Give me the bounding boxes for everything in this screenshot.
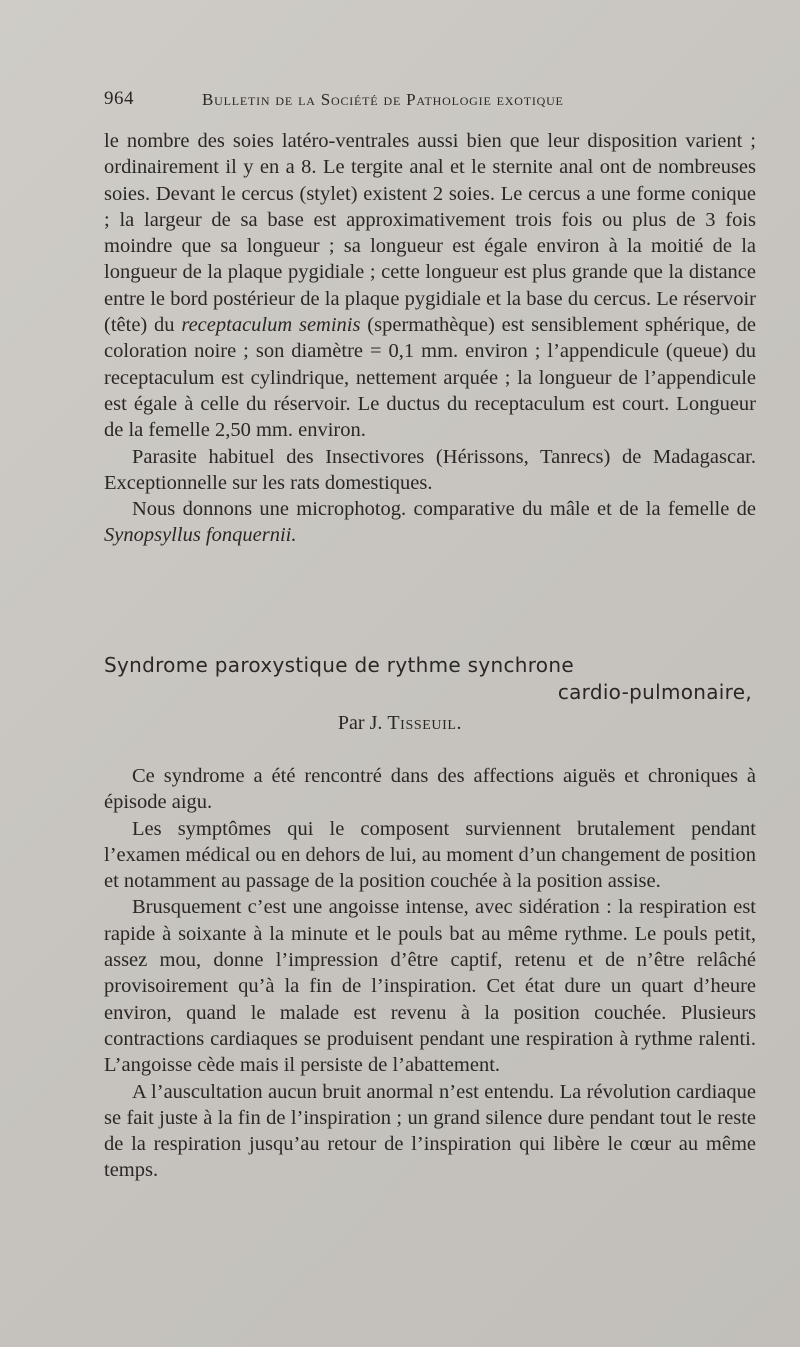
paragraph-text: le nombre des soies latéro-ventrales aussi bien que leur disposition varient ; ordinairement il y en a 8. Le tergite anal et le sternite anal ont de nombreuses soies. Devant le cercus (stylet) existent 2 soies. Le cercus a une forme conique ; la largeur de sa base est approximativement trois fois ou plus de 3 fois moindre que sa longueur ; sa longueur est égale environ à la moitié de la longueur de la plaque pygidiale ; cette longueur est plus grande que la distance entre le bord postérieur de la plaque pygidiale et la base du cercus. Le réservoir (tête) du	[104, 130, 756, 337]
byline-author: Tisseuil.	[387, 712, 463, 734]
paragraph	[104, 763, 756, 816]
paragraph-text: (spermathèque) est sensiblement sphérique, de coloration noire ; son diamètre = 0,1 mm. environ ; l’appendicule (queue) du receptaculum est cylindrique, nettement arquée ; la longueur de l’appendicule est égale à celle du réservoir. Le ductus du receptaculum est court. Longueur de la femelle 2,50 mm. environ.	[104, 314, 756, 442]
byline-prefix: Par J.	[337, 712, 383, 734]
article-title-line-1: Syndrome paroxystique de rythme synchrone	[104, 653, 574, 677]
paragraph	[104, 894, 756, 1078]
previous-article-continuation	[104, 128, 756, 549]
paragraph-text: Parasite habituel des Insectivores (Hérissons, Tanrecs) de Madagascar. Exceptionnelle sur les rats domestiques.	[104, 445, 756, 494]
article-title-line-2: cardio-pulmonaire,	[557, 680, 752, 704]
paragraph	[104, 444, 756, 497]
paragraph-text: Brusquement c’est une angoisse intense, avec sidération : la respiration est rapide à soixante à la minute et le pouls bat au même rythme. Le pouls petit, assez mou, donne l’impression d’être captif, retenu et de n’être relâché provisoirement qu’à la fin de l’inspiration. Cet état dure un quart d’heure environ, quand le malade est revenu à la position couchée. Plusieurs contractions cardiaques se produisent pendant une respiration à rythme ralenti. L’angoisse cède mais il persiste de l’abattement.	[104, 896, 756, 1077]
paragraph-text: Ce syndrome a été rencontré dans des affections aiguës et chroniques à épisode aigu.	[104, 765, 756, 814]
paragraph	[104, 816, 756, 895]
paragraph-text: A l’auscultation aucun bruit anormal n’est entendu. La révolution cardiaque se fait juste à la fin de l’inspiration ; un grand silence dure pendant tout le reste de la respiration jusqu’au retour de l’inspiration qui libère le cœur au même temps.	[104, 1080, 756, 1182]
page-number: 964	[104, 88, 134, 109]
italic-text: receptaculum seminis	[181, 314, 361, 337]
paragraph	[104, 1079, 756, 1184]
paragraph-text: Les symptômes qui le composent surviennent brutalement pendant l’examen médical ou en dehors de lui, au moment d’un changement de position et notamment au passage de la position couchée à la position assise.	[104, 817, 756, 893]
paragraph-text: Nous donnons une microphotog. comparative du mâle et de la femelle de	[132, 498, 756, 521]
paragraph	[104, 496, 756, 549]
paragraph	[104, 128, 756, 444]
running-title: Bulletin de la Société de Pathologie exotique	[202, 90, 564, 109]
italic-text: Synopsyllus fonquernii.	[104, 524, 297, 547]
article-title	[104, 652, 752, 706]
article-byline	[0, 712, 800, 735]
article-body	[104, 763, 756, 1184]
